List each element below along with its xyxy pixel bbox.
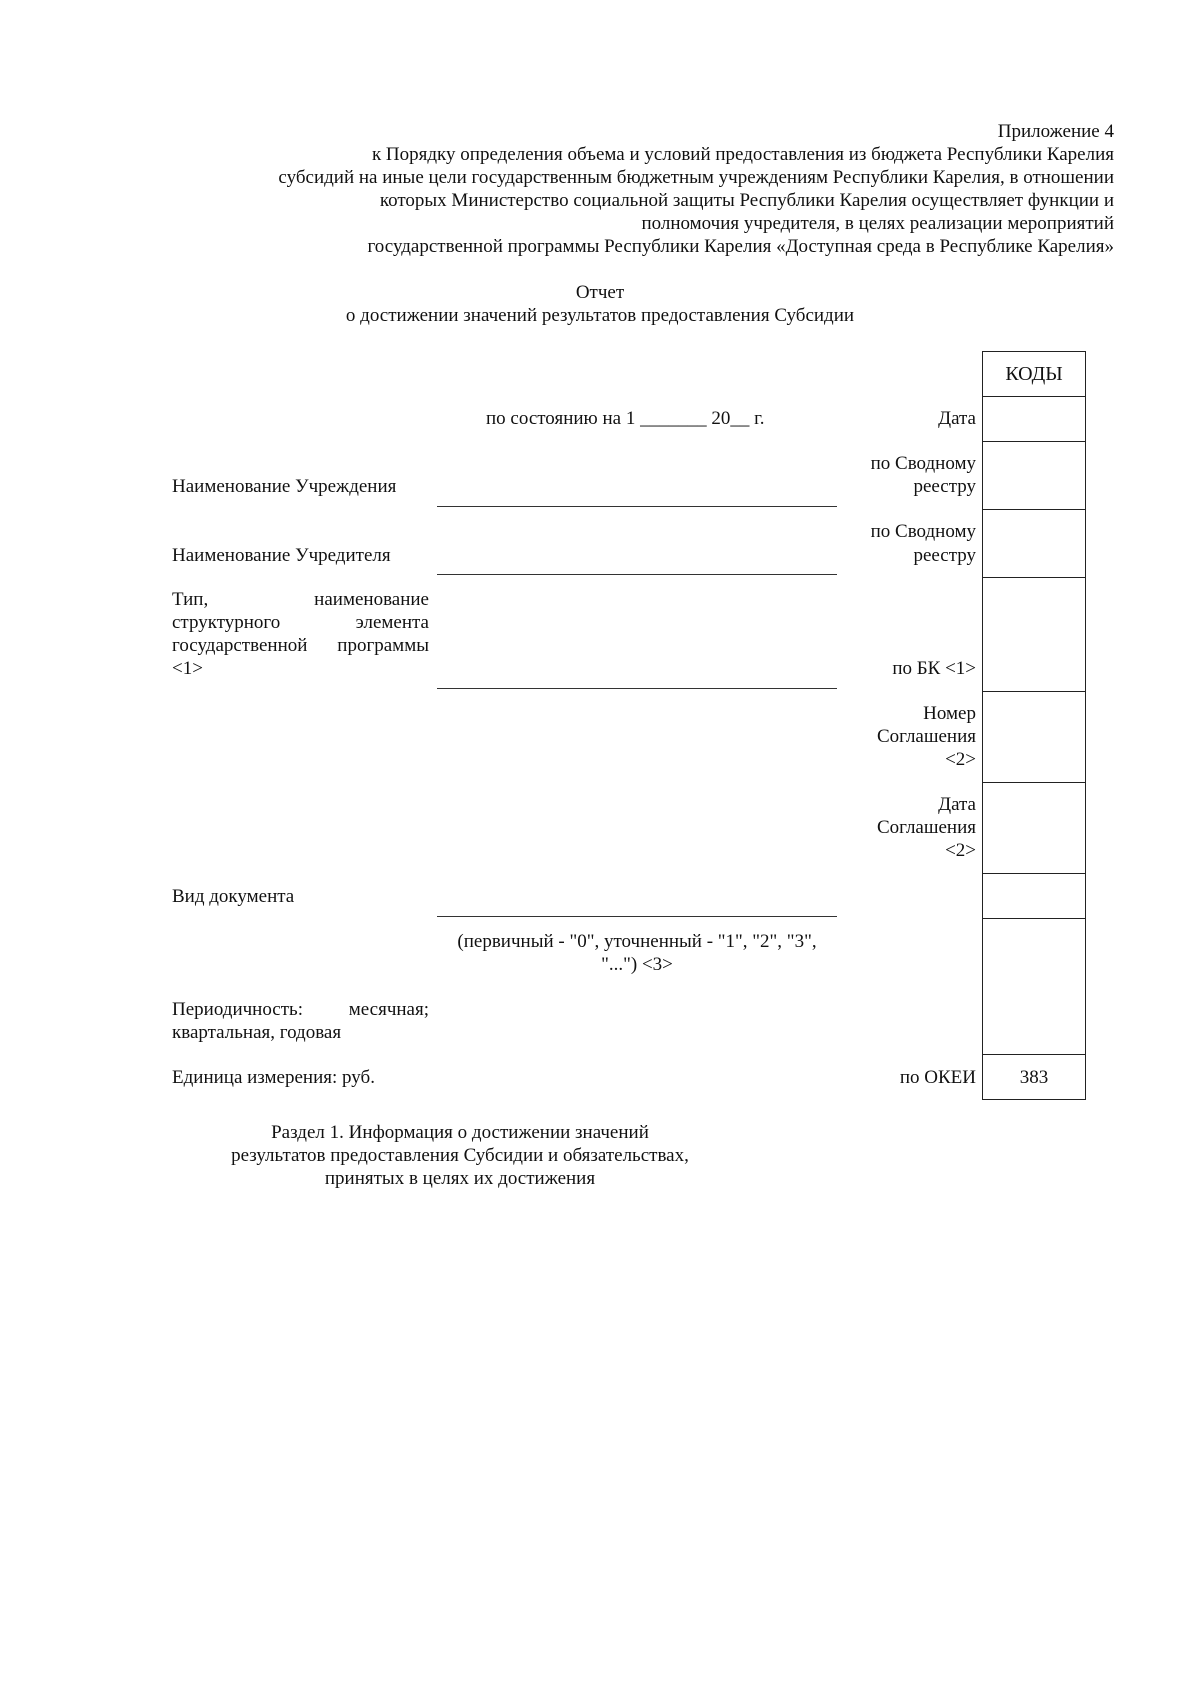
doc-type-hint-line2: "...") <3> <box>601 954 673 975</box>
code-cell-institution-registry[interactable] <box>983 442 1085 510</box>
report-title <box>0 281 1200 327</box>
doc-type-hint-line1: (первичный - "0", уточненный - "1", "2", "3", <box>457 931 817 952</box>
codes-header: КОДЫ <box>983 352 1085 397</box>
program-label: Тип, наименование структурного элемента государственной программы <1> <box>172 589 429 679</box>
date-label: Дата <box>938 408 976 429</box>
header-line: государственной программы Республики Карелия «Доступная среда в Республике Карелия» <box>367 236 1114 257</box>
okei-label: по ОКЕИ <box>899 1067 976 1088</box>
founder-label: Наименование Учредителя <box>172 545 391 566</box>
code-cell-okei: 383 <box>983 1055 1085 1100</box>
header-line: полномочия учредителя, в целях реализации мероприятий <box>641 213 1114 234</box>
periodicity-label: Периодичность: месячная; квартальная, годовая <box>172 999 429 1043</box>
code-cell-agreement-number[interactable] <box>983 692 1085 783</box>
code-cell-agreement-date[interactable] <box>983 783 1085 874</box>
section-title-line2: результатов предоставления Субсидии и обязательствах, <box>231 1145 689 1166</box>
as-of-date: по состоянию на 1 _______ 20__ г. <box>486 408 765 429</box>
code-cell-doc-type[interactable] <box>983 874 1085 919</box>
registry-label-1a: по Сводному <box>870 453 976 474</box>
agreement-number-label-b: Соглашения <box>876 726 976 747</box>
agreement-date-label-c: <2> <box>945 840 976 861</box>
code-cell-periodicity[interactable] <box>983 919 1085 1055</box>
doc-type-hint <box>437 930 837 976</box>
section-title-line1: Раздел 1. Информация о достижении значений <box>271 1122 649 1143</box>
bk-label: по БК <1> <box>892 658 976 679</box>
agreement-number-label-a: Номер <box>923 703 976 724</box>
agreement-date-label-b: Соглашения <box>876 817 976 838</box>
institution-field-line[interactable] <box>437 506 837 507</box>
founder-field-line[interactable] <box>437 574 837 575</box>
doc-type-label: Вид документа <box>172 886 295 907</box>
header-line: к Порядку определения объема и условий предоставления из бюджета Республики Карелия <box>371 144 1114 165</box>
appendix-header <box>134 120 1114 258</box>
registry-label-2a: по Сводному <box>870 521 976 542</box>
code-cell-bk[interactable] <box>983 578 1085 692</box>
registry-label-2b: реестру <box>913 545 976 566</box>
program-field-line[interactable] <box>437 688 837 689</box>
header-line: субсидий на иные цели государственным бюджетным учреждениям Республики Карелия, в отношении <box>278 167 1114 188</box>
code-cell-founder-registry[interactable] <box>983 510 1085 578</box>
unit-label: Единица измерения: руб. <box>172 1067 375 1088</box>
agreement-date-label-a: Дата <box>938 794 976 815</box>
codes-table <box>982 351 1086 1100</box>
agreement-number-label-c: <2> <box>945 749 976 770</box>
header-line: которых Министерство социальной защиты Республики Карелия осуществляет функции и <box>379 190 1114 211</box>
section-title-line3: принятых в целях их достижения <box>324 1168 596 1189</box>
code-cell-date[interactable] <box>983 397 1085 442</box>
institution-label: Наименование Учреждения <box>172 476 397 497</box>
header-line: Приложение 4 <box>997 121 1114 142</box>
report-title-line2: о достижении значений результатов предоставления Субсидии <box>345 305 855 326</box>
section-title <box>180 1121 740 1190</box>
report-title-line1: Отчет <box>575 282 625 303</box>
registry-label-1b: реестру <box>913 476 976 497</box>
doc-type-field-line[interactable] <box>437 916 837 917</box>
